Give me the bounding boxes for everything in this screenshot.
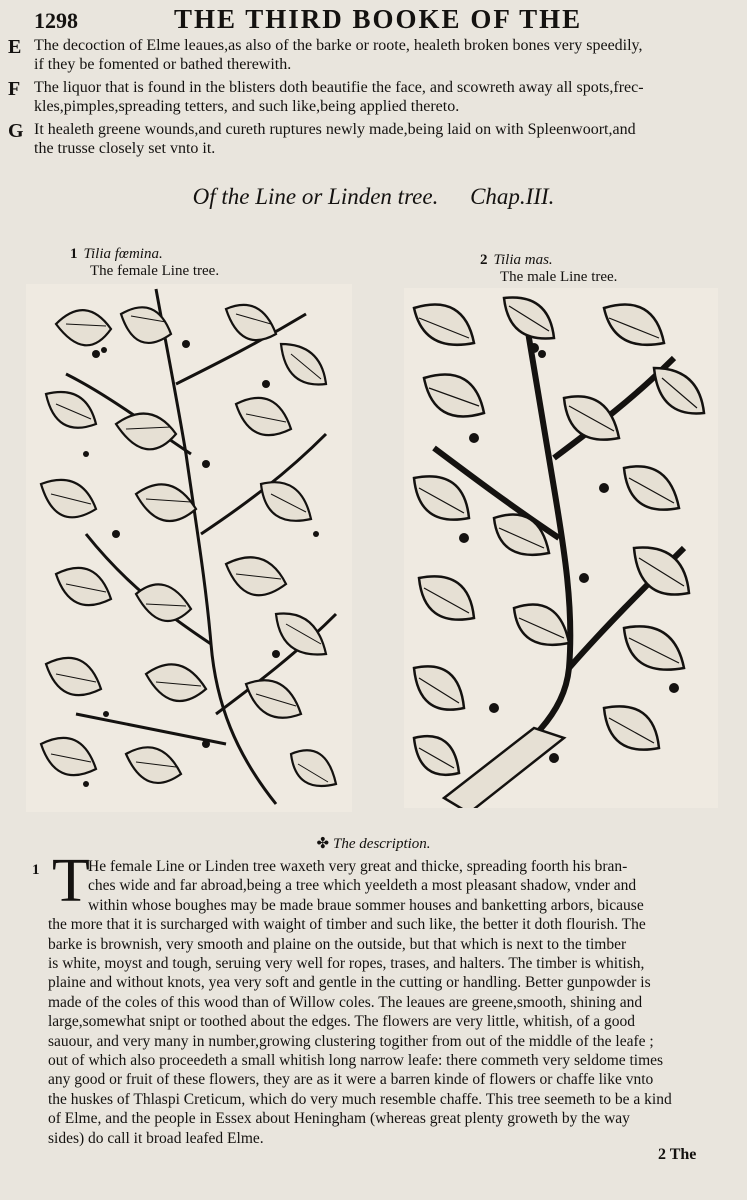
description-line: any good or fruit of these flowers, they are as it were a barren kinde of flowers or chaffe like vnto — [48, 1071, 654, 1089]
virtue-entry-f — [6, 78, 711, 116]
virtue-text-line: It healeth greene wounds,and cureth ruptures newly made,being laid on with Spleenwoort,and — [34, 121, 636, 138]
chapter-title — [0, 184, 747, 210]
virtue-letter: F — [8, 78, 21, 100]
description-line: sides) do call it broad leafed Elme. — [48, 1129, 264, 1147]
figure-number: 2 — [480, 252, 488, 268]
description-heading — [0, 834, 747, 853]
description-line: is white, moyst and tough, seruing very well for ropes, trases, and halters. The timber is whitish, — [48, 955, 645, 973]
virtue-letter: G — [8, 120, 24, 142]
ornament-icon: ✤ — [316, 836, 330, 852]
figure-number: 1 — [70, 246, 78, 262]
figure-english-name: The female Line tree. — [90, 263, 220, 279]
description-line: within whose boughes may be made braue sommer houses and banketting arbors, bicause — [88, 896, 644, 914]
virtue-letter: E — [8, 36, 22, 58]
virtue-text-line: kles,pimples,spreading tetters, and such like,being applied thereto. — [34, 98, 460, 115]
woodcut-male-svg — [404, 288, 718, 808]
figure-latin-name: Tilia fœmina. — [83, 246, 163, 262]
catchword: 2 The — [658, 1146, 697, 1163]
description-heading-text: The description. — [333, 836, 431, 852]
woodcut-male-line-tree — [404, 288, 718, 808]
description-line: sauour, and very many in number,growing clustering togither from out of the middle of the leafe ; — [48, 1032, 654, 1050]
figure-label-male — [480, 252, 617, 286]
description-line: out of which also proceedeth a small whitish long narrow leafe: there commeth very seldome times — [48, 1052, 664, 1070]
description-number: 1 — [32, 862, 40, 878]
description-line: the huskes of Thlaspi Creticum, which do very much resemble chaffe. This tree seemeth to be a kind — [48, 1090, 672, 1108]
virtue-text-line: The liquor that is found in the blisters doth beautifie the face, and scowreth away all spots,frec- — [34, 79, 644, 96]
figure-latin-name: Tilia mas. — [493, 252, 553, 268]
woodcut-female-svg — [26, 284, 352, 812]
chapter-title-text: Of the Line or Linden tree. — [192, 184, 439, 209]
virtue-entry-e — [6, 36, 711, 74]
folio-number: 1298 — [34, 8, 78, 33]
description-body — [48, 857, 718, 1148]
woodcut-female-line-tree — [26, 284, 352, 812]
virtue-entry-g — [6, 120, 711, 158]
description-line: He female Line or Linden tree waxeth very great and thicke, spreading foorth his bran- — [88, 858, 628, 875]
description-line: ches wide and far abroad,being a tree which yeeldeth a most pleasant shadow, vnder and — [88, 877, 637, 895]
chapter-number: Chap.III. — [470, 184, 555, 209]
virtue-text-line: The decoction of Elme leaues,as also of the barke or roote, healeth broken bones very speedily, — [34, 37, 643, 54]
description-line: plaine and without knots, yea very soft and gentle in the cutting or handling. Better gunpowder is — [48, 974, 651, 992]
virtue-text-line: if they be fomented or bathed therewith. — [34, 56, 292, 73]
figure-english-name: The male Line tree. — [500, 269, 618, 285]
figure-label-female — [70, 246, 219, 280]
description-line: large,somewhat snipt or toothed about the edges. The flowers are very little, whitish, of a good — [48, 1013, 635, 1031]
drop-cap: T — [52, 847, 90, 915]
virtue-text-line: the trusse closely set vnto it. — [34, 140, 216, 157]
description-line: the more that it is surcharged with waight of timber and such like, the better it doth flourish. The — [48, 916, 646, 934]
description-line: of Elme, and the people in Essex about Heningham (whereas great plenty groweth by the way — [48, 1110, 630, 1128]
description-line: barke is brownish, very smooth and plaine on the outside, but that which is next to the timber — [48, 935, 627, 953]
running-head: THE THIRD BOOKE OF THE — [174, 4, 583, 34]
description-line: made of the coles of this wood than of Willow coles. The leaues are greene,smooth, shining and — [48, 993, 643, 1011]
